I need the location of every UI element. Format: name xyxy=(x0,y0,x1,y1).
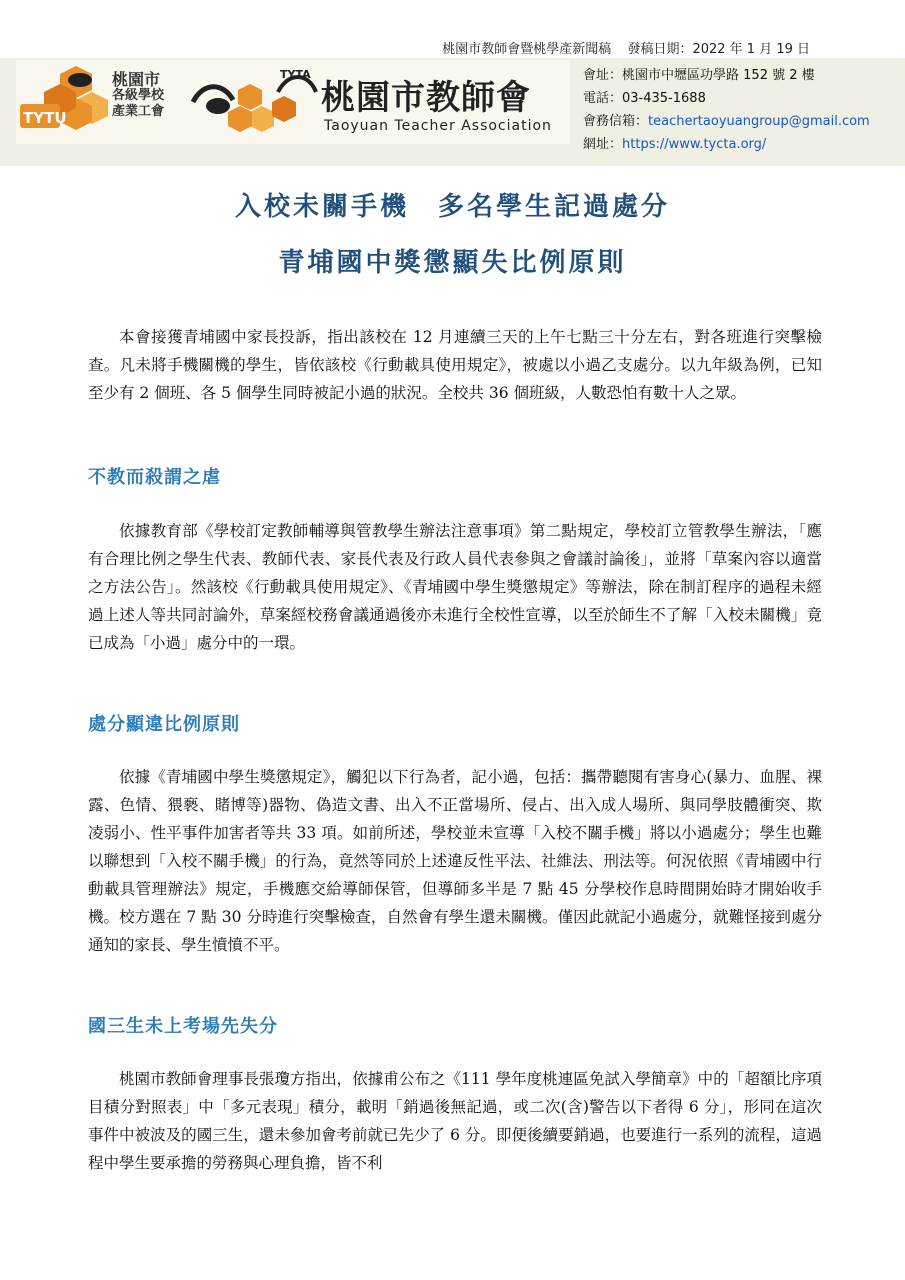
section2-text: 依據《青埔國中學生獎懲規定》，觸犯以下行為者，記小過，包括：攜帶聽閱有害身心(暴力、血腥、裸露、色情、猥褻、賭博等)器物、偽造文書、出入不正當場所、侵占、出入成人場所、與同學肢體衝突、欺凌弱小、性平事件加害者等共 33 項。如前所述，學校並未宣導「入校不關手機」將以小過處分；學生也難以聯想到「入校不關手機」的行為，竟然等同於上述違反性平法、社維法、刑法等。何況依照《青埔國中行動載具管理辦法》規定，手機應交給導師保管，但導師多半是 7 點 45 分學校作息時間開始時才開始收手機。校方選在 7 點 30 分時進行突擊檢查，自然會有學生還未關機。僅因此就記小過處分，就難怪接到處分通知的家長、學生憤憤不平。 xyxy=(88,768,822,954)
association-name-en: Taoyuan Teacher Association xyxy=(324,118,552,134)
section3-heading: 國三生未上考場先失分 xyxy=(88,1016,278,1037)
contact-info xyxy=(583,64,870,156)
union-name-line2: 各級學校 xyxy=(112,88,165,103)
press-release-label: 桃園市教師會暨桃學產新聞稿 xyxy=(442,42,612,57)
press-release-line xyxy=(0,38,905,57)
union-name-line3: 產業工會 xyxy=(112,104,165,119)
intro-paragraph xyxy=(88,323,822,407)
section1-text: 依據教育部《學校訂定教師輔導與管教學生辦法注意事項》第二點規定，學校訂立管教學生辦法，「應有合理比例之學生代表、教師代表、家長代表及行政人員代表參與之會議討論後」，並將「草案內容以適當之方法公告」。然該校《行動載具使用規定》、《青埔國中學生獎懲規定》等辦法，除在制訂程序的過程未經過上述人等共同討論外，草案經校務會議通過後亦未進行全校性宣導，以至於師生不了解「入校未關機」竟已成為「小過」處分中的一環。 xyxy=(88,522,822,652)
address-value: 桃園市中壢區功學路 152 號 2 樓 xyxy=(622,68,815,83)
svg-text:TYTA: TYTA xyxy=(280,68,311,81)
website-row xyxy=(583,133,870,156)
association-name: 桃園市教師會 xyxy=(321,78,531,118)
header-logo-area xyxy=(16,60,570,144)
website-label: 網址： xyxy=(583,137,623,152)
phone-label: 電話： xyxy=(583,91,623,106)
address-label: 會址： xyxy=(583,68,623,83)
release-date: 發稿日期：2022 年 1 月 19 日 xyxy=(627,42,810,57)
article-title-line1: 入校未關手機 多名學生記過處分 xyxy=(234,192,670,222)
section3-text: 桃園市教師會理事長張瓊方指出，依據甫公布之《111 學年度桃連區免試入學簡章》中的「超額比序項目積分對照表」中「多元表現」積分，載明「銷過後無記過，或二次(含)警告以下者得 6 分」，形同在這次事件中被波及的國三生，還未參加會考前就已先少了 6 分。即便後續要銷過，也要進行一系列的流程，這過程中學生要承擔的勞務與心理負擔，皆不利 xyxy=(88,1070,822,1172)
address-row xyxy=(583,64,870,87)
email-link[interactable]: teachertaoyuangroup@gmail.com xyxy=(648,114,870,129)
email-row xyxy=(583,110,870,133)
section1-paragraph xyxy=(88,517,822,657)
phone-value: 03-435-1688 xyxy=(622,91,706,106)
email-label: 會務信箱： xyxy=(583,114,649,129)
phone-row xyxy=(583,87,870,110)
section2-heading: 處分顯違比例原則 xyxy=(88,714,240,735)
intro-text: 本會接獲青埔國中家長投訴，指出該校在 12 月連續三天的上午七點三十分左右，對各班進行突擊檢查。凡未將手機關機的學生，皆依該校《行動載具使用規定》，被處以小過乙支處分。以九年級為例，已知至少有 2 個班、各 5 個學生同時被記小過的狀況。全校共 36 個班級，人數恐怕有數十人之眾。 xyxy=(88,328,822,402)
tyta-bee-logo-icon xyxy=(188,62,323,142)
website-link[interactable]: https://www.tycta.org/ xyxy=(622,137,767,152)
section3-paragraph xyxy=(88,1065,822,1177)
section1-heading: 不教而殺謂之虐 xyxy=(88,467,221,488)
article-title-line2: 青埔國中獎懲顯失比例原則 xyxy=(278,248,627,278)
union-name-line1: 桃園市 xyxy=(112,70,161,89)
section2-paragraph xyxy=(88,763,822,959)
svg-text:TYTU: TYTU xyxy=(23,109,67,127)
